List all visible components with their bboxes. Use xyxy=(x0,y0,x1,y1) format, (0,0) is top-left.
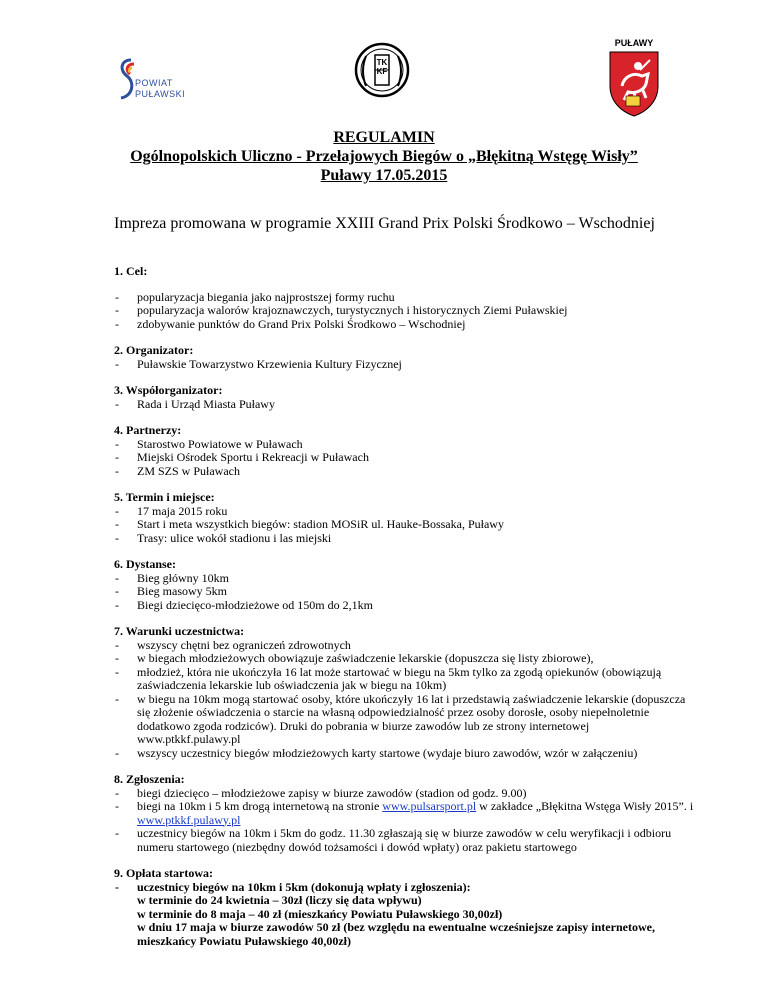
pulawy-coat-of-arms xyxy=(604,38,664,118)
pulsarsport-link[interactable]: www.pulsarsport.pl xyxy=(382,799,477,813)
list-item: - popularyzacja biegania jako najprostszej formy ruchu xyxy=(115,289,395,304)
list-item: - popularyzacja walorów krajoznawczych, turystycznych i historycznych Ziemi Puławskiej xyxy=(115,303,568,317)
section-dystanse xyxy=(114,558,694,612)
section-wspolorganizator xyxy=(114,384,694,411)
list-item: - młodzież, która nie ukończyła 16 lat może startować w biegu na 5km tylko za zgodą opiekunów (obowiązują zaświadczenia lekarskie lub oświadczenia jak w biegu na 10km) xyxy=(115,664,662,692)
title-line-3: Puławy 17.05.2015 xyxy=(320,167,448,184)
list-item: - Bieg masowy 5km xyxy=(115,584,227,598)
list-item: - Miejski Ośrodek Sportu i Rekreacji w Puławach xyxy=(115,450,369,464)
section-organizator xyxy=(114,344,694,371)
powiat-logo-word-1: POWIAT xyxy=(135,78,173,88)
list-item: - Starostwo Powiatowe w Puławach xyxy=(115,436,303,451)
header-logos xyxy=(0,38,768,118)
section-title: 5. Termin i miejsce: xyxy=(114,490,215,504)
section-title: 1. Cel: xyxy=(114,264,148,278)
tkkf-logo-text: TKKF xyxy=(376,58,388,76)
list-item: - 17 maja 2015 roku xyxy=(115,503,228,518)
list-item: - Biegi dziecięco-młodzieżowe od 150m do 2,1km xyxy=(115,597,373,612)
fee-item: - uczestnicy biegów na 10km i 5km (dokonują wpłaty i zgłoszenia): w terminie do 24 kwietnia – 30zł (liczy się data wpływu) w terminie do 8 maja – 40 zł (mieszkańcy Powiatu Puławskiego 30,00zł) w dniu 17 maja w biurze zawodów 50 zł (bez względu na ewentualne wcześniejsze zapisy internetowe, mieszkańcy Powiatu Puławskiego 40,00zł) xyxy=(115,879,655,948)
section-title: 3. Współorganizator: xyxy=(114,383,223,397)
section-oplata xyxy=(114,867,694,948)
list-item: - ZM SZS w Puławach xyxy=(115,463,240,478)
section-zgloszenia xyxy=(114,773,694,854)
regulations-body xyxy=(114,265,694,961)
list-item: - Bieg główny 10km xyxy=(115,570,229,585)
list-item: - biegi na 10km i 5 km drogą internetową na stronie www.pulsarsport.pl w zakładce „Błękitna Wstęga Wisły 2015”. i www.ptkkf.pulawy.pl xyxy=(115,799,694,827)
list-item: - zdobywanie punktów do Grand Prix Polski Środkowo – Wschodniej xyxy=(115,316,466,331)
tkkf-logo xyxy=(354,42,410,98)
title-line-2: Ogólnopolskich Uliczno - Przełajowych Biegów o „Błękitną Wstęgę Wisły” xyxy=(130,148,638,165)
section-title: 6. Dystanse: xyxy=(114,557,176,571)
section-warunki xyxy=(114,625,694,760)
section-cel xyxy=(114,265,694,331)
list-item: - uczestnicy biegów na 10km i 5km do godz. 11.30 zgłaszają się w biurze zawodów w celu weryfikacji i odbioru numeru startowego (niezbędny dowód tożsamości i dowód wpłaty) oraz pakietu startowego xyxy=(115,826,672,854)
section-title: 7. Warunki uczestnictwa: xyxy=(114,624,245,638)
list-item: - Trasy: ulice wokół stadionu i las miejski xyxy=(115,530,332,545)
section-termin xyxy=(114,491,694,545)
list-item: - wszyscy chętni bez ograniczeń zdrowotnych xyxy=(115,637,351,652)
list-item: - Rada i Urząd Miasta Puławy xyxy=(115,396,275,411)
section-title: 2. Organizator: xyxy=(114,343,194,357)
document-title xyxy=(0,128,768,185)
section-partnerzy xyxy=(114,424,694,478)
list-item: - biegi dziecięco – młodzieżowe zapisy w biurze zawodów (stadion od godz. 9.00) xyxy=(115,785,527,800)
list-item: - Puławskie Towarzystwo Krzewienia Kultury Fizycznej xyxy=(115,356,402,371)
ptkkf-link[interactable]: www.ptkkf.pulawy.pl xyxy=(137,812,241,827)
pulawy-caption: PUŁAWY xyxy=(614,38,654,48)
list-item: - wszyscy uczestnicy biegów młodzieżowych karty startowe (wydaje biuro zawodów, wzór w załączeniu) xyxy=(115,745,638,760)
powiat-logo-word-2: PUŁAWSKI xyxy=(135,89,186,99)
powiat-swirl-icon xyxy=(117,56,137,104)
list-item: - Start i meta wszystkich biegów: stadion MOSiR ul. Hauke-Bossaka, Puławy xyxy=(115,517,504,531)
title-line-1: REGULAMIN xyxy=(333,129,435,146)
powiat-pulawski-logo xyxy=(117,50,197,110)
section-title: 4. Partnerzy: xyxy=(114,423,182,437)
section-title: 8. Zgłoszenia: xyxy=(114,772,185,786)
pulawy-shield-icon xyxy=(604,50,664,118)
section-title: 9. Opłata startowa: xyxy=(114,866,213,880)
list-item: - w biegu na 10km mogą startować osoby, które ukończyły 16 lat i przedstawią zaświadczenie lekarskie (dopuszcza się złożenie oświadczenia o starcie na własną odpowiedzialność przez osoby dorosłe, osoby niepełnoletnie dodatkowo zgoda rodziców). Druki do pobrania w biurze zawodów lub ze strony internetowej www.ptkkf.pulawy.pl xyxy=(115,691,686,746)
subtitle: Impreza promowana w programie XXIII Grand Prix Polski Środkowo – Wschodniej xyxy=(114,215,655,232)
list-item: - w biegach młodzieżowych obowiązuje zaświadczenie lekarskie (dopuszcza się listy zbiorowe), xyxy=(115,651,594,665)
